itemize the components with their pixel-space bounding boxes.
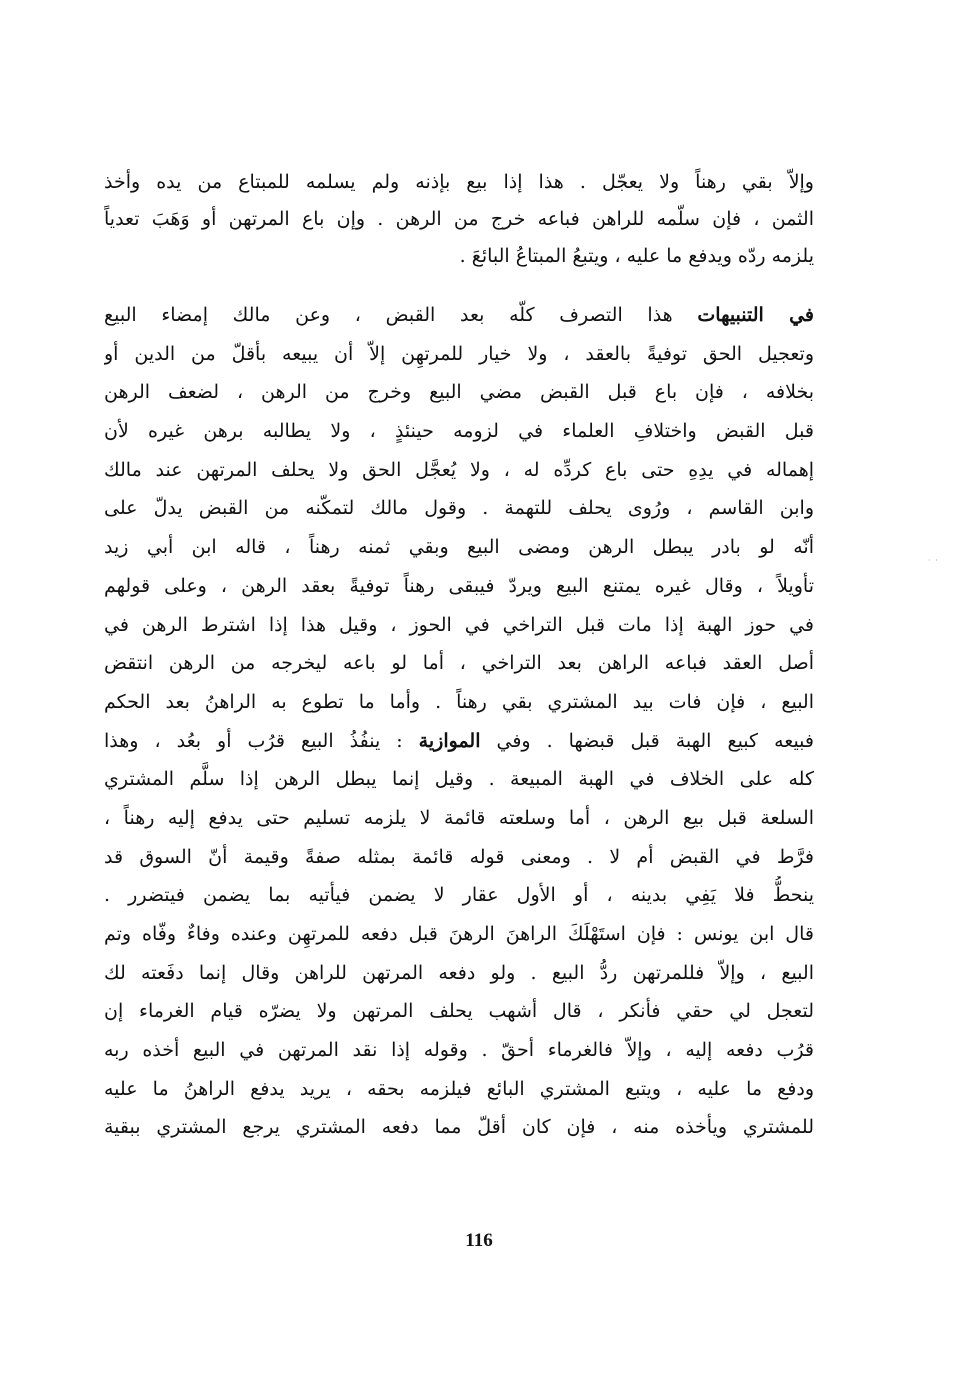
- paragraph-1: [104, 164, 814, 275]
- text-line: وتعجيل الحق توفيةً بالعقد ، ولا خيار للمرتهِن إلاّ أن يبيعه بأقلّ من الدين أو: [104, 342, 814, 365]
- text-line: ودفع ما عليه ، ويتبع المشتري البائع فيلزمه بحقه ، يريد يدفع الراهنُ ما عليه: [104, 1077, 814, 1100]
- paragraph-2: [104, 296, 814, 1147]
- text-run: : ينفُذُ البيع قرُب أو بعُد ، وهذا: [104, 729, 419, 752]
- text-line: للمشتري ويأخذه منه ، فإن كان أقلّ مما دفعه المشتري يرجع المشتري ببقية: [104, 1116, 814, 1139]
- source-name-mawaziya: الموازية: [418, 729, 481, 752]
- text-line: تأويلاً ، وقال غيره يمتنع البيع ويردّ فيبقى رهناً توفيةً بعقد الرهن ، وعلى قولهم: [104, 574, 814, 597]
- text-line: ينحطُّ فلا يَفِي بدينه ، أو الأول عقار لا يضمن فيأتيه بما يضمن فيتضرر .: [104, 884, 814, 907]
- text-run: هذا التصرف كلّه بعد القبض ، وعن مالك إمضاء البيع: [104, 304, 698, 326]
- text-line: السلعة قبل بيع الرهن ، أما وسلعته قائمة لا يلزمه تسليم حتى يدفع إليه رهناً ،: [104, 806, 814, 829]
- text-line: بخلافه ، فإن باع قبل القبض مضي البيع وخرج من الرهن ، لضعف الرهن: [104, 381, 814, 404]
- text-line: البيع ، فإن فات بيد المشتري بقي رهناً . وأما ما تطوع به الراهنُ بعد الحكم: [104, 690, 814, 713]
- heading-tanbihat: في التنبيهات: [697, 304, 814, 326]
- text-line: قبل القبض واختلافِ العلماء في لزومه حينئذٍ ، ولا يطالبه برهن غيره لأن: [104, 420, 814, 443]
- text-line: وابن القاسم ، ورُوى يحلف للتهمة . وقول مالك لتمكّنه من القبض يدلّ على: [104, 497, 814, 520]
- margin-speck-mark: · ·: [928, 556, 939, 565]
- page-number: 116: [465, 1230, 493, 1251]
- text-line: [104, 722, 814, 761]
- text-line: فرَّط في القبض أم لا . ومعنى قوله قائمة بمثله صفةً وقيمة أنّ السوق قد: [104, 845, 814, 868]
- text-line: الثمن ، فإن سلّمه للراهن فباعه خرج من الرهن . وإن باع المرتهن أو وَهَبَ تعدياً: [104, 208, 814, 230]
- text-line: إهماله في يدِهِ حتى باع كردِّه له ، ولا يُعجَّل الحق ولا يحلف المرتهن عند مالك: [104, 458, 814, 481]
- text-line: أنّه لو بادر يبطل الرهن ومضى البيع وبقي ثمنه رهناً ، قاله ابن أبي زيد: [104, 536, 814, 559]
- text-line: في حوز الهبة إذا مات قبل التراخي في الحوز ، وقيل هذا إذا اشترط الرهن في: [104, 613, 814, 636]
- text-line: يلزمه ردّه ويدفع ما عليه ، ويتبعُ المبتاعُ البائعَ .: [459, 245, 814, 267]
- text-run: فبيعه كبيع الهبة قبل قبضها . وفي: [480, 729, 814, 752]
- text-line: كله على الخلاف في الهبة المبيعة . وقيل إنما يبطل الرهن إذا سلَّم المشتري: [104, 768, 814, 791]
- text-line: وإلاّ بقي رهناً ولا يعجّل . هذا إذا بيع بإذنه ولم يسلمه للمبتاع من يده وأخذ: [104, 171, 814, 193]
- text-line: البيع ، وإلاّ فللمرتهن ردُّ البيع . ولو دفعه المرتهن للراهن وقال إنما دفَعته لك: [104, 961, 814, 984]
- text-line: [104, 296, 814, 335]
- text-line: قرُب دفعه إليه ، وإلاّ فالغرماء أحقّ . وقوله إذا نقد المرتهن في البيع أخذه ربه: [104, 1039, 814, 1062]
- text-line: لتعجل لي حقي فأنكر ، قال أشهب يحلف المرتهن ولا يضرّه قيام الغرماء إن: [104, 1000, 814, 1023]
- text-line: أصل العقد فباعه الراهن بعد التراخي ، أما لو باعه ليخرجه من الرهن انتقض: [104, 652, 814, 675]
- text-line: قال ابن يونس : فإن استَهْلَكَ الراهنَ الرهنَ قبل دفعه للمرتهِن وعنده وفاءٌ وفّاه وتم: [104, 923, 814, 945]
